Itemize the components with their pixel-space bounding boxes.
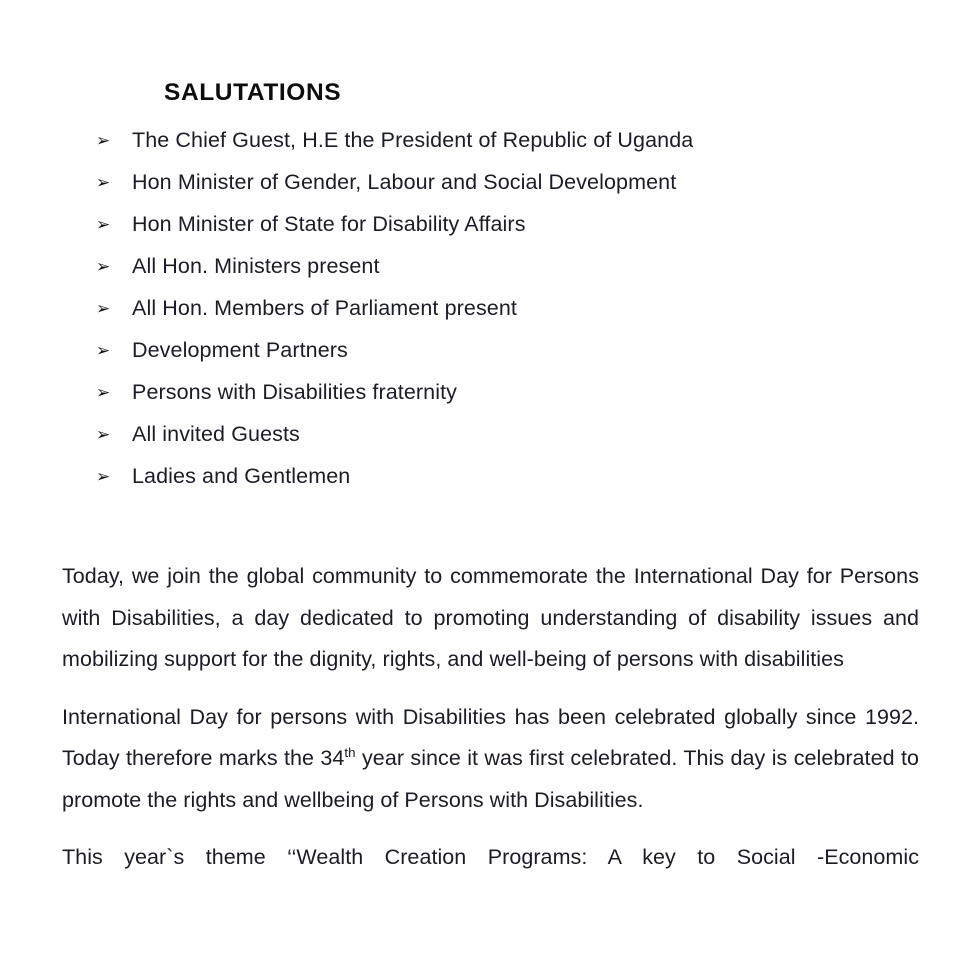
salutations-list bbox=[96, 128, 916, 506]
arrow-bullet-icon: ➢ bbox=[96, 257, 111, 277]
paragraph-theme: This year`s theme ‘‘Wealth Creation Programs: A key to Social -Economic bbox=[62, 845, 919, 869]
arrow-bullet-icon: ➢ bbox=[96, 173, 111, 193]
arrow-bullet-icon: ➢ bbox=[96, 425, 111, 445]
list-item-label: Hon Minister of Gender, Labour and Social Development bbox=[132, 170, 677, 194]
list-item bbox=[96, 338, 916, 380]
list-item bbox=[96, 254, 916, 296]
ordinal-suffix: th bbox=[344, 744, 356, 760]
list-item-label: Hon Minister of State for Disability Affairs bbox=[132, 212, 526, 236]
paragraph-history-part2: year since it was first celebrated. This day is celebrated to promote the rights and wellbeing of Persons with Disabilities. bbox=[62, 746, 919, 812]
list-item bbox=[96, 464, 916, 506]
list-item bbox=[96, 380, 916, 422]
page-title: SALUTATIONS bbox=[164, 79, 342, 106]
paragraph-history bbox=[62, 697, 919, 822]
arrow-bullet-icon: ➢ bbox=[96, 383, 111, 403]
arrow-bullet-icon: ➢ bbox=[96, 215, 111, 235]
list-item-label: Development Partners bbox=[132, 338, 348, 362]
list-item-label: The Chief Guest, H.E the President of Republic of Uganda bbox=[132, 128, 694, 152]
arrow-bullet-icon: ➢ bbox=[96, 131, 111, 151]
list-item bbox=[96, 296, 916, 338]
list-item bbox=[96, 212, 916, 254]
list-item bbox=[96, 128, 916, 170]
arrow-bullet-icon: ➢ bbox=[96, 341, 111, 361]
body-text-block bbox=[62, 556, 919, 879]
list-item-label: Persons with Disabilities fraternity bbox=[132, 380, 458, 404]
list-item bbox=[96, 422, 916, 464]
list-item-label: Ladies and Gentlemen bbox=[132, 464, 351, 488]
list-item-label: All Hon. Members of Parliament present bbox=[132, 296, 517, 320]
arrow-bullet-icon: ➢ bbox=[96, 467, 111, 487]
paragraph-intro: Today, we join the global community to commemorate the International Day for Persons with Disabilities, a day dedicated to promoting understanding of disability issues and mobilizing support for the dignity, rights, and well-being of persons with disabilities bbox=[62, 564, 919, 671]
arrow-bullet-icon: ➢ bbox=[96, 299, 111, 319]
list-item bbox=[96, 170, 916, 212]
paragraph-history-part1: International Day for persons with Disabilities has been celebrated globally since 1992. Today therefore marks the 34 bbox=[62, 704, 919, 770]
list-item-label: All invited Guests bbox=[132, 422, 300, 446]
list-item-label: All Hon. Ministers present bbox=[132, 254, 380, 278]
